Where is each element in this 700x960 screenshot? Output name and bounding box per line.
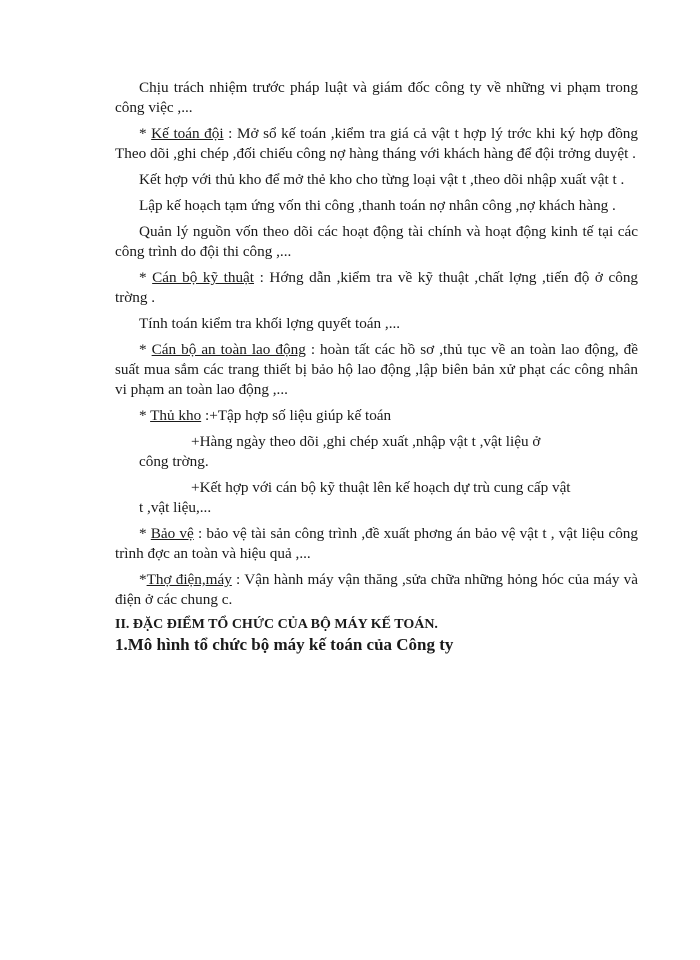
section-heading: II. ĐẶC ĐIỂM TỔ CHỨC CỦA BỘ MÁY KẾ TOÁN. [115, 617, 438, 632]
text-accountant: : Mở sổ kế toán ,kiểm tra giá cả vật t hợp lý trớc khi ký hợp đồng Theo dõi ,ghi chép ,đối chiếu công nợ hàng tháng với khách hàng để đội trởng duyệt . [115, 125, 638, 162]
text-electrician: : Vận hành máy vận thăng ,sửa chữa những hỏng hóc của máy và điện ở các chung c. [115, 571, 639, 608]
text-security: : bảo vệ tài sản công trình ,đề xuất phơng án bảo vệ vật t , vật liệu công trình đợc an toàn và hiệu quả ,... [115, 525, 638, 562]
text-technical-staff: : Hớng dẫn ,kiểm tra về kỹ thuật ,chất lợng ,tiến độ ở công trờng . [115, 269, 639, 306]
paragraph-accountant: * Kế toán đội : Mở sổ kế toán ,kiểm tra giá cả vật t hợp lý trớc khi ký hợp đồng Theo dõi ,ghi chép ,đối chiếu công nợ hàng tháng với khách hàng để đội trởng duyệt . [115, 125, 638, 162]
paragraph-electrician: *Thợ điện,máy : Vận hành máy vận thăng ,sửa chữa những hỏng hóc của máy và điện ở các chung c. [115, 571, 639, 608]
paragraph-storekeeper-daily-cont: công trờng. [139, 453, 209, 470]
label-accountant: Kế toán đội [151, 125, 224, 142]
paragraph-warehouse-coordination: Kết hợp với thủ kho để mở thẻ kho cho từng loại vật t ,theo dõi nhập xuất vật t . [139, 171, 625, 188]
paragraph-storekeeper-daily: +Hàng ngày theo dõi ,ghi chép xuất ,nhập vật t ,vật liệu ở [191, 433, 541, 450]
paragraph-storekeeper-plan: +Kết hợp với cán bộ kỹ thuật lên kế hoạch dự trù cung cấp vật [191, 479, 571, 496]
label-security: Bảo vệ [150, 525, 194, 542]
label-safety-officer: Cán bộ an toàn lao động [151, 341, 306, 358]
label-storekeeper: Thủ kho [150, 407, 202, 424]
paragraph-storekeeper-plan-cont: t ,vật liệu,... [139, 499, 212, 516]
paragraph-responsibility: Chịu trách nhiệm trước pháp luật và giám đốc công ty về những vi phạm trong công việc ,... [115, 79, 638, 116]
text-storekeeper: :+Tập hợp số liệu giúp kế toán [201, 407, 392, 424]
paragraph-storekeeper: * Thủ kho :+Tập hợp số liệu giúp kế toán [139, 407, 392, 424]
paragraph-technical-staff: * Cán bộ kỹ thuật : Hớng dẫn ,kiểm tra về kỹ thuật ,chất lợng ,tiến độ ở công trờng . [115, 269, 639, 306]
paragraph-planning: Lập kế hoạch tạm ứng vốn thi công ,thanh toán nợ nhân công ,nợ khách hàng . [139, 197, 616, 214]
paragraph-safety-officer: * Cán bộ an toàn lao động : hoàn tất các hồ sơ ,thủ tục về an toàn lao động, đề suất mua sắm các trang thiết bị bảo hộ lao động ,lập biên bản xử phạt các công nhân vi phạm an toàn lao động ,... [115, 341, 638, 398]
label-technical-staff: Cán bộ kỹ thuật [152, 269, 255, 286]
text-safety-officer: : hoàn tất các hồ sơ ,thủ tục về an toàn lao động, đề suất mua sắm các trang thiết bị bảo hộ lao động ,lập biên bản xử phạt các công nhân vi phạm an toàn lao động ,... [115, 341, 638, 398]
paragraph-security: * Bảo vệ : bảo vệ tài sản công trình ,đề xuất phơng án bảo vệ vật t , vật liệu công trình đợc an toàn và hiệu quả ,... [115, 525, 638, 562]
paragraph-fund-management: Quản lý nguồn vốn theo dõi các hoạt động tài chính và hoạt động kinh tế tại các công trình do đội thi công ,... [115, 223, 638, 260]
paragraph-volume-calc: Tính toán kiểm tra khối lợng quyết toán ,... [139, 315, 401, 332]
label-electrician: Thợ điện,máy [146, 571, 232, 588]
subsection-heading: 1.Mô hình tổ chức bộ máy kế toán của Công ty [115, 635, 454, 654]
